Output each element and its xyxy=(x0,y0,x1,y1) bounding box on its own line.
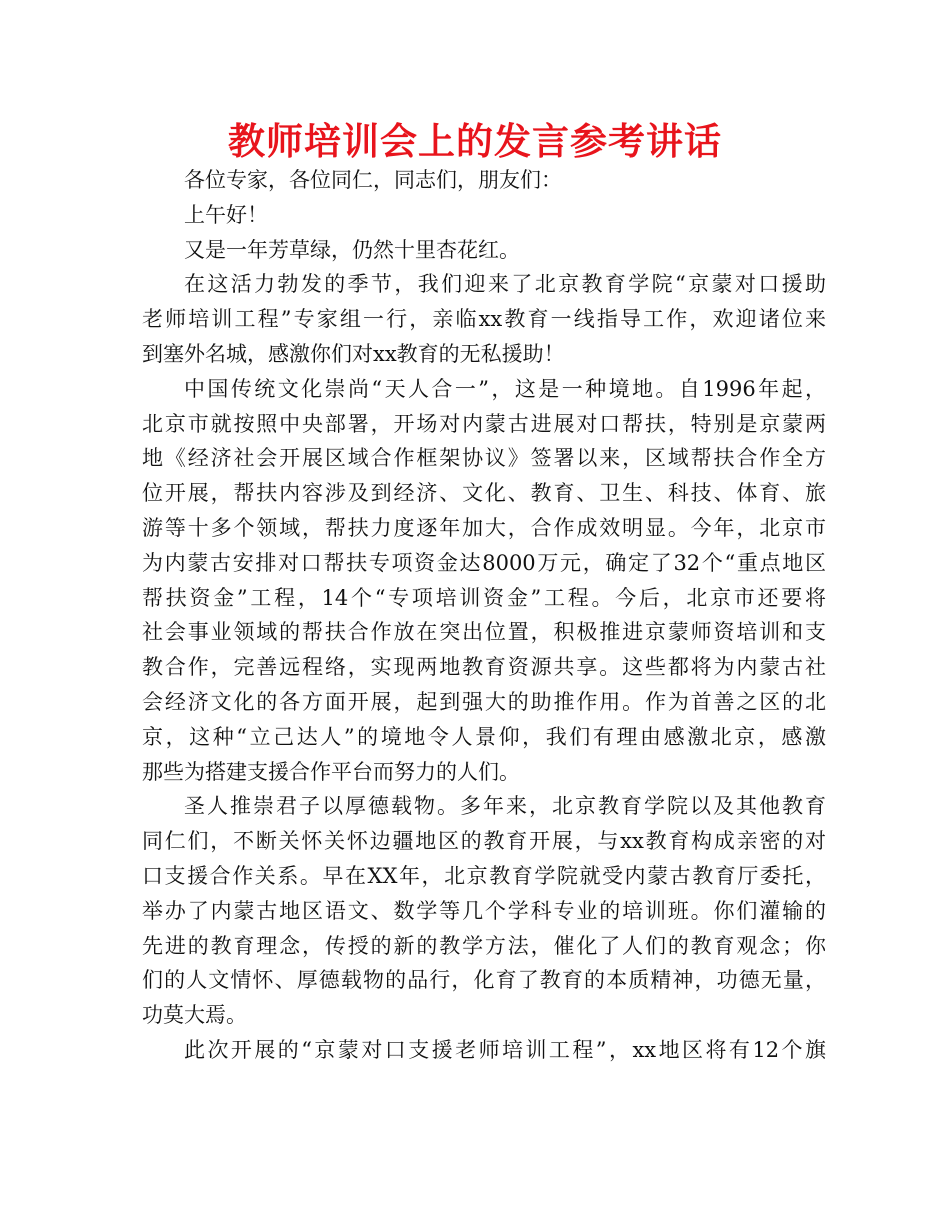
paragraph-line: 们的人文情怀、厚德载物的品行，化育了教育的本质精神，功德无量， xyxy=(142,968,826,993)
paragraph-line: 那些为搭建支援合作平台而努力的人们。 xyxy=(142,759,520,784)
paragraph-line: 社会事业领域的帮扶合作放在突出位置，积极推进京蒙师资培训和支 xyxy=(142,620,826,645)
paragraph-line: 位开展，帮扶内容涉及到经济、文化、教育、卫生、科技、体育、旅 xyxy=(142,481,826,506)
paragraph-line: 各位专家，各位同仁，同志们，朋友们： xyxy=(184,168,562,192)
paragraph-line: 会经济文化的各方面开展，起到强大的助推作用。作为首善之区的北 xyxy=(142,689,826,714)
paragraph-line: 老师培训工程”专家组一行，亲临xx教育一线指导工作，欢迎诸位来 xyxy=(142,307,826,332)
paragraph-line: 先进的教育理念，传授的新的教学方法，催化了人们的教育观念；你 xyxy=(142,933,826,958)
paragraph-line: 口支援合作关系。早在XX年，北京教育学院就受内蒙古教育厅委托， xyxy=(142,863,826,888)
paragraph-line: 此次开展的“京蒙对口支援老师培训工程”，xx地区将有12个旗 xyxy=(184,1037,826,1062)
paragraph-line: 地《经济社会开展区域合作框架协议》签署以来，区域帮扶合作全方 xyxy=(142,446,826,471)
paragraph-line: 教合作，完善远程络，实现两地教育资源共享。这些都将为内蒙古社 xyxy=(142,655,826,680)
paragraph-line: 到塞外名城，感激你们对xx教育的无私援助！ xyxy=(142,341,565,366)
paragraph-line: 为内蒙古安排对口帮扶专项资金达8000万元，确定了32个“重点地区 xyxy=(142,550,826,575)
paragraph-line: 同仁们，不断关怀关怀边疆地区的教育开展，与xx教育构成亲密的对 xyxy=(142,829,826,854)
paragraph-line: 在这活力勃发的季节，我们迎来了北京教育学院“京蒙对口援助 xyxy=(184,272,826,297)
paragraph-line: 帮扶资金”工程，14个“专项培训资金”工程。今后，北京市还要将 xyxy=(142,585,826,610)
paragraph-line: 又是一年芳草绿，仍然十里杏花红。 xyxy=(184,237,520,262)
document-body xyxy=(142,163,826,1068)
paragraph-line: 中国传统文化崇尚“天人合一”，这是一种境地。自1996年起， xyxy=(184,376,826,401)
document-title: 教师培训会上的发言参考讲话 xyxy=(228,120,722,163)
paragraph-line: 圣人推崇君子以厚德载物。多年来，北京教育学院以及其他教育 xyxy=(184,794,826,819)
paragraph-line: 京，这种“立己达人”的境地令人景仰，我们有理由感激北京，感激 xyxy=(142,724,826,749)
paragraph-line: 举办了内蒙古地区语文、数学等几个学科专业的培训班。你们灌输的 xyxy=(142,898,826,923)
paragraph-line: 北京市就按照中央部署，开场对内蒙古进展对口帮扶，特别是京蒙两 xyxy=(142,411,826,436)
paragraph-line: 功莫大焉。 xyxy=(142,1003,247,1028)
paragraph-line: 上午好！ xyxy=(184,202,268,227)
paragraph-line: 游等十多个领域，帮扶力度逐年加大，合作成效明显。今年，北京市 xyxy=(142,515,826,540)
